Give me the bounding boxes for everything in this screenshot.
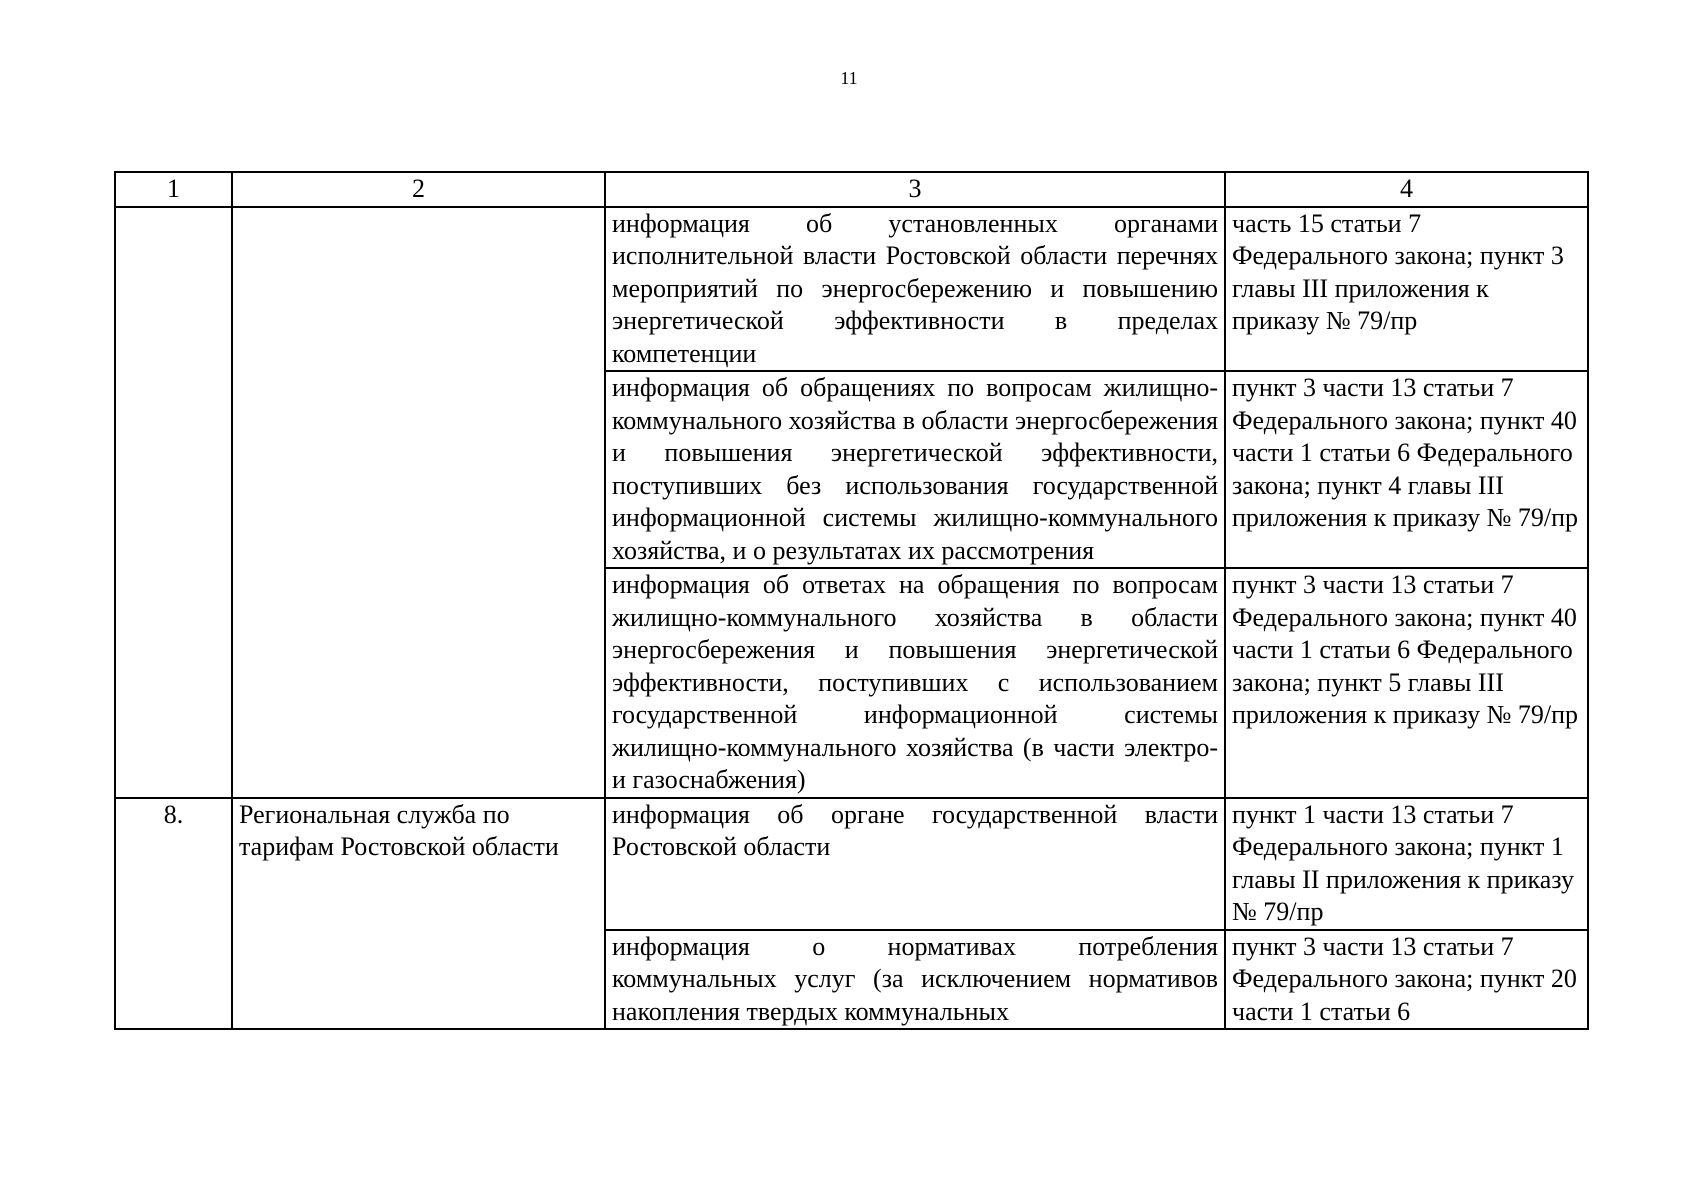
header-col-1: 1 <box>115 172 232 207</box>
info-cell: информация об ответах на обращения по вопросам жилищно-коммунального хозяйства в области энергосбережения и повышения энергетической эффективности, поступивших с использованием государственной информационной системы жилищно-коммунального хозяйства (в части электро- и газоснабжения) <box>605 568 1225 798</box>
agency-cell: Региональная служба по тарифам Ростовской области <box>232 798 605 1029</box>
header-col-4: 4 <box>1225 172 1588 207</box>
basis-cell: пункт 1 части 13 статьи 7 Федерального закона; пункт 1 главы II приложения к приказу № 79/пр <box>1225 798 1588 930</box>
basis-cell: пункт 3 части 13 статьи 7 Федерального закона; пункт 40 части 1 статьи 6 Федерального закона; пункт 4 главы III приложения к приказу № 79/пр <box>1225 371 1588 568</box>
header-col-2: 2 <box>232 172 605 207</box>
info-cell: информация об установленных органами исполнительной власти Ростовской области перечнях мероприятий по энергосбережению и повышению энергетической эффективности в пределах компетенции <box>605 207 1225 372</box>
basis-cell <box>1225 930 1588 1029</box>
basis-cell: часть 15 статьи 7 Федерального закона; пункт 3 главы III приложения к приказу № 79/пр <box>1225 207 1588 372</box>
info-cell <box>605 930 1225 1029</box>
info-cell: информация об органе государственной власти Ростовской области <box>605 798 1225 930</box>
table-header-row <box>115 172 1588 207</box>
header-col-3: 3 <box>605 172 1225 207</box>
row-number-cell: 8. <box>115 798 232 1029</box>
row-number-cell <box>115 207 232 798</box>
basis-cell-text: пункт 3 части 13 статьи 7 Федерального закона; пункт 20 части 1 статьи 6 <box>1232 931 1577 1026</box>
page-number: 11 <box>840 68 858 88</box>
info-cell-text: информация о нормативах потребления коммунальных услуг (за исключением нормативов накопления твердых коммунальных <box>612 931 1218 1026</box>
basis-cell: пункт 3 части 13 статьи 7 Федерального закона; пункт 40 части 1 статьи 6 Федерального закона; пункт 5 главы III приложения к приказу № 79/пр <box>1225 568 1588 798</box>
table-row <box>115 798 1588 930</box>
info-cell: информация об обращениях по вопросам жилищно-коммунального хозяйства в области энергосбережения и повышения энергетической эффективности, поступивших без использования государственной информационной системы жилищно-коммунального хозяйства, и о результатах их рассмотрения <box>605 371 1225 568</box>
agency-cell <box>232 207 605 798</box>
table-row <box>115 207 1588 372</box>
document-table <box>114 171 1589 1030</box>
